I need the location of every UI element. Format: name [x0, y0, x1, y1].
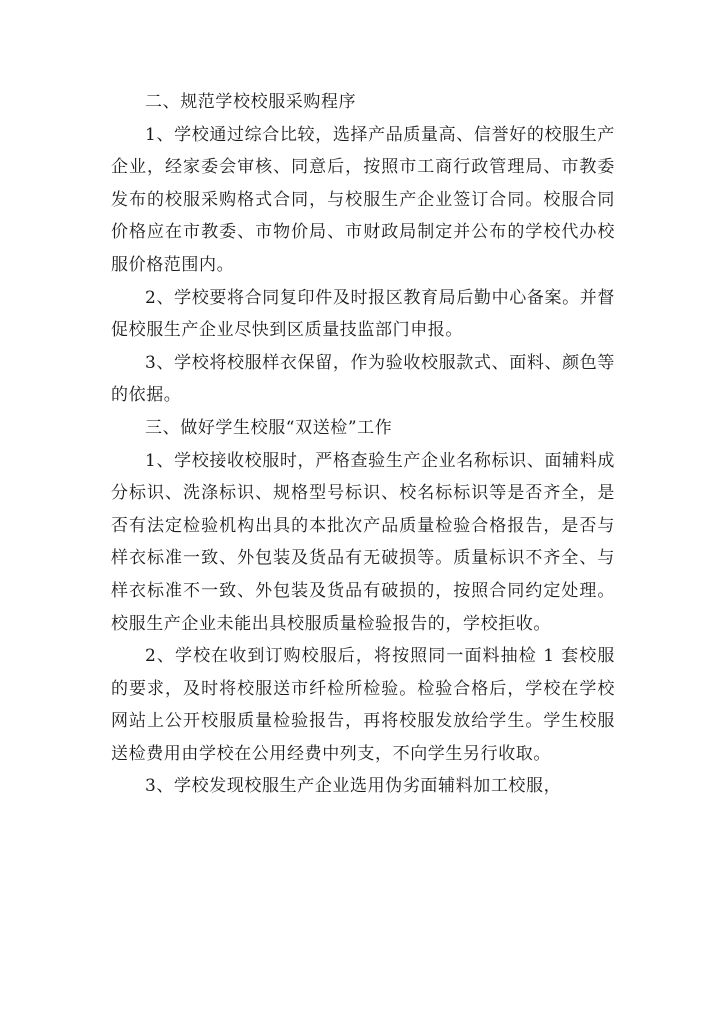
paragraph-sample-retention: 3、学校将校服样衣保留，作为验收校服款式、面料、颜色等的依据。	[111, 352, 615, 406]
paragraph-acceptance-check: 1、学校接收校服时，严格查验生产企业名称标识、面辅料成分标识、洗涤标识、规格型号标识、校名标标识等是否齐全，是否有法定检验机构出具的本批次产品质量检验合格报告，是否与样衣标准一致、外包装及货品有无破损等。质量标识不齐全、与样衣标准不一致、外包装及货品有破损的，按照合同约定处理。校服生产企业未能出具校服质量检验报告的，学校拒收。	[111, 450, 615, 634]
paragraph-inspection-submission: 2、学校在收到订购校服后，将按照同一面料抽检 1 套校服的要求，及时将校服送市纤检所检验。检验合格后，学校在学校网站上公开校服质量检验报告，再将校服发放给学生。学生校服送检费用由学校在公用经费中列支，不向学生另行收取。	[111, 646, 615, 764]
paragraph-procurement-selection: 1、学校通过综合比较，选择产品质量高、信誉好的校服生产企业，经家委会审核、同意后，按照市工商行政管理局、市教委发布的校服采购格式合同，与校服生产企业签订合同。校服合同价格应在市教委、市物价局、市财政局制定并公布的学校代办校服价格范围内。	[111, 124, 615, 275]
paragraph-inferior-materials: 3、学校发现校服生产企业选用伪劣面辅料加工校服，	[145, 776, 562, 797]
section-heading-two: 二、规范学校校服采购程序	[145, 92, 357, 112]
paragraph-contract-filing: 2、学校要将合同复印件及时报区教育局后勤中心备案。并督促校服生产企业尽快到区质量技监部门申报。	[111, 287, 615, 341]
section-heading-three: 三、做好学生校服“双送检”工作	[145, 417, 393, 438]
document-body	[111, 86, 615, 803]
